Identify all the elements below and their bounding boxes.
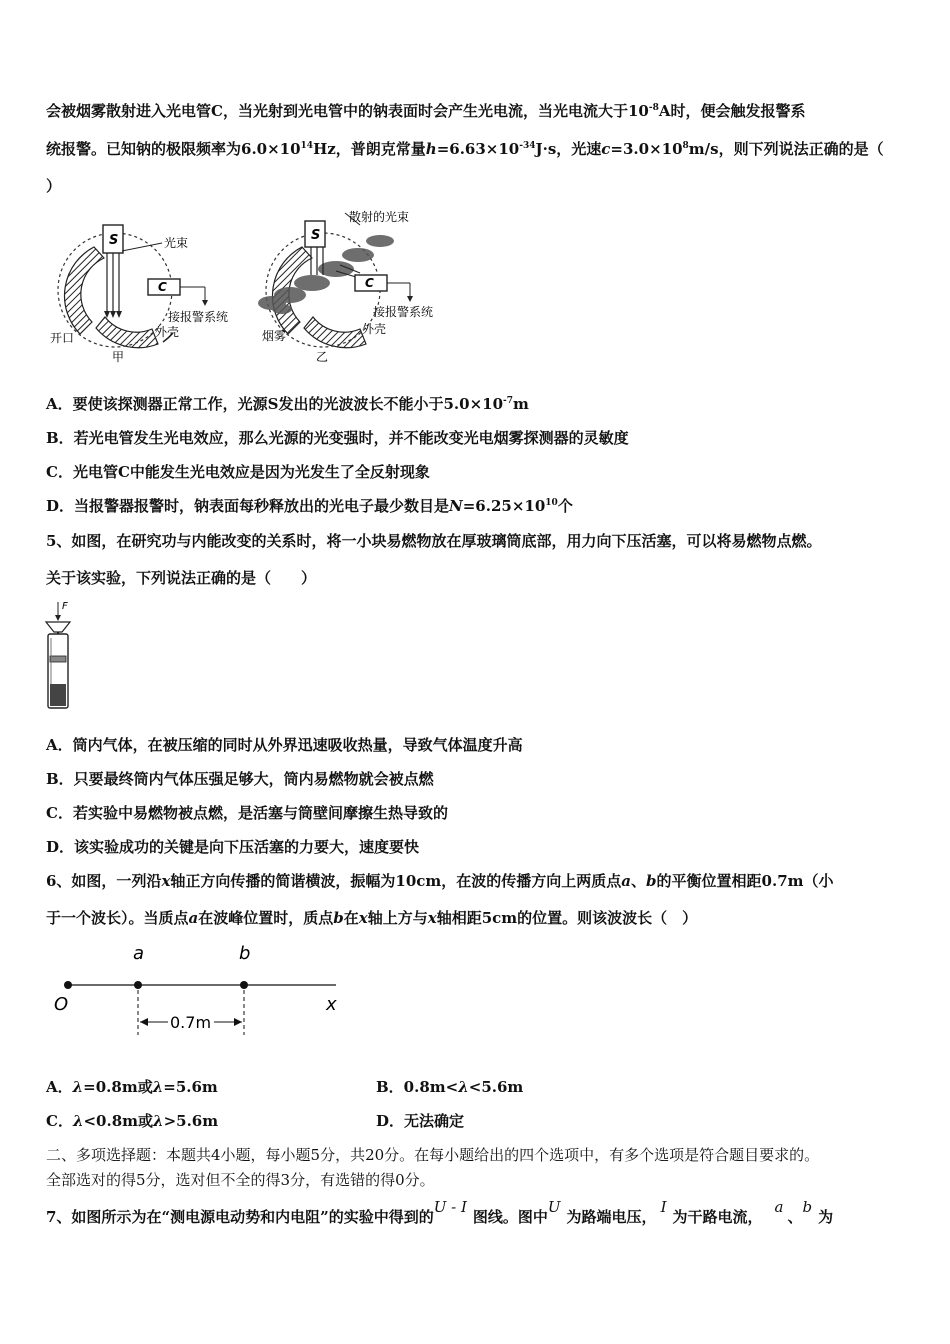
q4-smoke-detector-figure [40, 205, 460, 370]
q5-option-d: D．该实验成功的关键是向下压活塞的力要大，速度要快 [46, 838, 420, 856]
point-O [64, 981, 72, 989]
label-scattered: 散射的光束 [349, 210, 410, 224]
label-S-yi: S [311, 228, 321, 243]
q4-stem-line2: 统报警。已知钠的极限频率为$6.0\times 10^{14}Hz$，普朗克常量$h=6.63\times 10^{-34}J\cdot s$，光速$c=3.0\times 10^8m/s$，则下列说法正确的是（ [46, 140, 884, 158]
q5-option-a: A．筒内气体，在被压缩的同时从外界迅速吸收热量，导致气体温度升高 [46, 736, 523, 754]
shell-ring-bottom [96, 317, 158, 348]
caption-yi: 乙 [316, 350, 329, 364]
section2-line1: 二、多项选择题：本题共4小题，每小题5分，共20分。在每小题给出的四个选项中，有多个选项是符合题目要求的。 [46, 1146, 820, 1164]
label-shell-yi: 外壳 [362, 322, 387, 336]
q4-option-a: A．要使该探测器正常工作，光源S发出的光波波长不能小于$5.0\times 10^{-7}m$ [46, 395, 529, 413]
q7-stem-line1: 7、如图所示为在“测电源电动势和内电阻”的实验中得到的U - I图线。图中U为路端电压，I为干路电流，a、b为 [46, 1198, 834, 1226]
q4-stem-line1: 会被烟雾散射进入光电管C，当光射到光电管中的钠表面时会产生光电流，当光电流大于$10^{-8}A$时，便会触发报警系 [46, 102, 806, 120]
q5-piston-figure [40, 598, 80, 714]
q6-option-c: C．λ<0.8m或λ>5.6m [46, 1112, 219, 1130]
label-S: S [109, 233, 119, 248]
q6-stem-line2: 于一个波长）。当质点a在波峰位置时，质点b在x轴上方与x轴相距5cm的位置。则该波波长（ ） [46, 909, 698, 927]
label-distance: 0.7m [170, 1013, 212, 1032]
point-a [134, 981, 142, 989]
q5-option-b: B．只要最终筒内气体压强足够大，筒内易燃物就会被点燃 [46, 770, 434, 788]
label-a: a [133, 943, 145, 964]
piston-handle [46, 622, 70, 632]
fig-yi [258, 209, 433, 364]
tinder [50, 684, 66, 706]
fig-jia [50, 225, 228, 364]
q6-option-a: A．λ=0.8m或λ=5.6m [46, 1078, 218, 1096]
label-opening: 开口 [50, 331, 75, 345]
label-C-yi: C [365, 276, 374, 290]
caption-jia: 甲 [112, 350, 125, 364]
label-b: b [239, 943, 251, 964]
shell-ring-left [65, 247, 104, 334]
q5-stem-line1: 5、如图，在研究功与内能改变的关系时，将一小块易燃物放在厚玻璃筒底部，用力向下压活塞，可以将易燃物点燃。 [46, 532, 822, 550]
label-shell: 外壳 [155, 325, 180, 339]
label-C: C [158, 280, 167, 294]
label-alarm-yi: 接报警系统 [373, 305, 434, 319]
q4-option-d: D．当报警器报警时，钠表面每秒释放出的光电子最少数目是$N=6.25\times 10^{10}$个 [46, 497, 573, 515]
q6-option-b: B．0.8m<λ<5.6m [376, 1078, 524, 1096]
label-beam: 光束 [164, 236, 189, 250]
section2-line2: 全部选对的得5分，选对但不全的得3分，有选错的得0分。 [46, 1171, 435, 1189]
q4-stem-line3: ） [46, 177, 62, 195]
q4-option-c: C．光电管C中能发生光电效应是因为光发生了全反射现象 [46, 463, 430, 481]
q6-stem-line1: 6、如图，一列沿x轴正方向传播的简谐横波，振幅为10cm，在波的传播方向上两质点a、b的平衡位置相距0.7m（小 [46, 872, 834, 890]
q6-option-d: D．无法确定 [376, 1112, 465, 1130]
q5-stem-line2: 关于该实验，下列说法正确的是（ ） [46, 569, 317, 587]
q5-option-c: C．若实验中易燃物被点燃，是活塞与筒壁间摩擦生热导致的 [46, 804, 448, 822]
label-x: x [326, 994, 337, 1015]
q4-option-b: B．若光电管发生光电效应，那么光源的光变强时，并不能改变光电烟雾探测器的灵敏度 [46, 429, 629, 447]
piston [50, 656, 66, 662]
label-O: O [54, 994, 69, 1015]
q6-axis-figure [46, 940, 356, 1040]
label-alarm: 接报警系统 [168, 310, 229, 324]
label-smoke: 烟雾 [262, 329, 287, 343]
point-b [240, 981, 248, 989]
label-force: F [62, 601, 68, 612]
